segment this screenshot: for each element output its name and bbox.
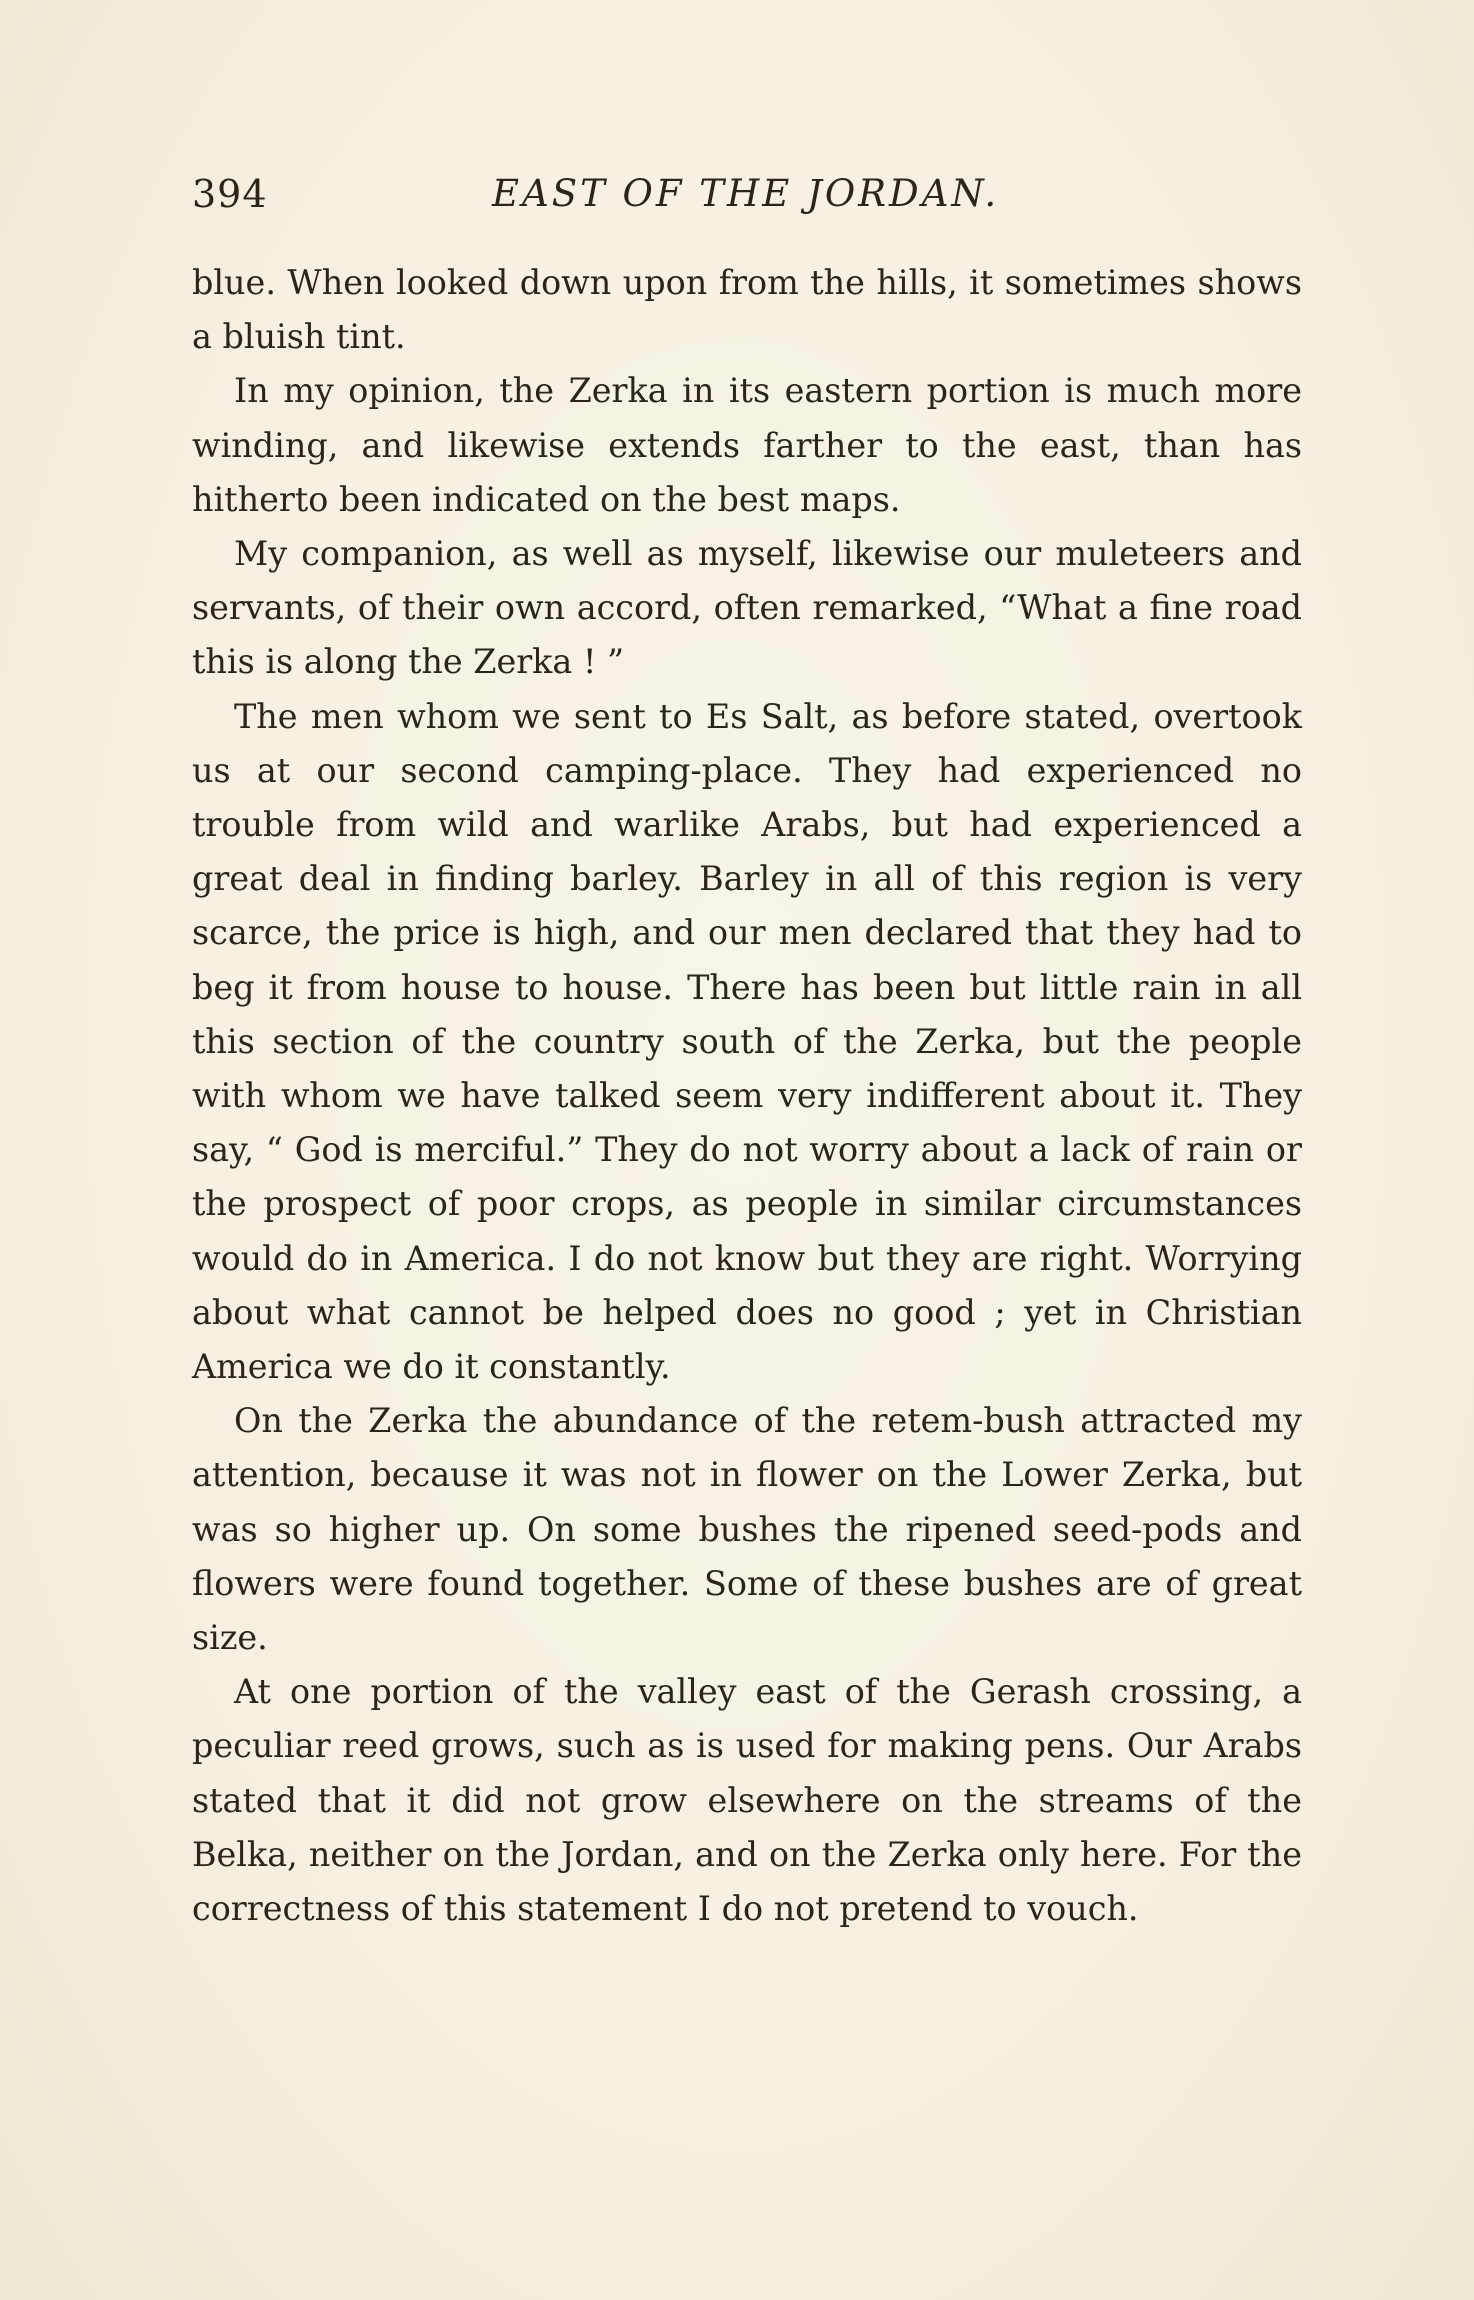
running-title: EAST OF THE JORDAN. xyxy=(492,172,1000,215)
paragraph: In my opinion, the Zerka in its eastern portion is much more winding, and likewise extends farther to the east, than has hitherto been indicated on the best maps. xyxy=(192,371,1302,519)
body-text xyxy=(192,256,1302,1936)
paragraph: At one portion of the valley east of the Gerash crossing, a peculiar reed grows, such as is used for making pens. Our Arabs stated that it did not grow elsewhere on the streams of the Belka, neither on the Jordan, and on the Zerka only here. For the correctness of this statement I do not pretend to vouch. xyxy=(192,1672,1302,1929)
paragraph: My companion, as well as myself, likewise our muleteers and servants, of their own accord, often remarked, “What a fine road this is along the Zerka ! ” xyxy=(192,534,1302,682)
paragraph: The men whom we sent to Es Salt, as before stated, overtook us at our second camping-place. They had experienced no trouble from wild and warlike Arabs, but had experienced a great deal in finding barley. Barley in all of this region is very scarce, the price is high, and our men declared that they had to beg it from house to house. There has been but little rain in all this section of the country south of the Zerka, but the people with whom we have talked seem very indifferent about it. They say, “ God is merciful.” They do not worry about a lack of rain or the prospect of poor crops, as people in similar circumstances would do in America. I do not know but they are right. Worrying about what cannot be helped does no good ; yet in Christian America we do it constantly. xyxy=(192,696,1302,1387)
page-number: 394 xyxy=(192,172,268,216)
page-header xyxy=(192,172,1302,226)
paragraph-continued: blue. When looked down upon from the hills, it sometimes shows a bluish tint. xyxy=(192,263,1302,357)
paragraph: On the Zerka the abundance of the retem-bush attracted my attention, because it was not in flower on the Lower Zerka, but was so higher up. On some bushes the ripened seed-pods and flowers were found together. Some of these bushes are of great size. xyxy=(192,1401,1302,1658)
